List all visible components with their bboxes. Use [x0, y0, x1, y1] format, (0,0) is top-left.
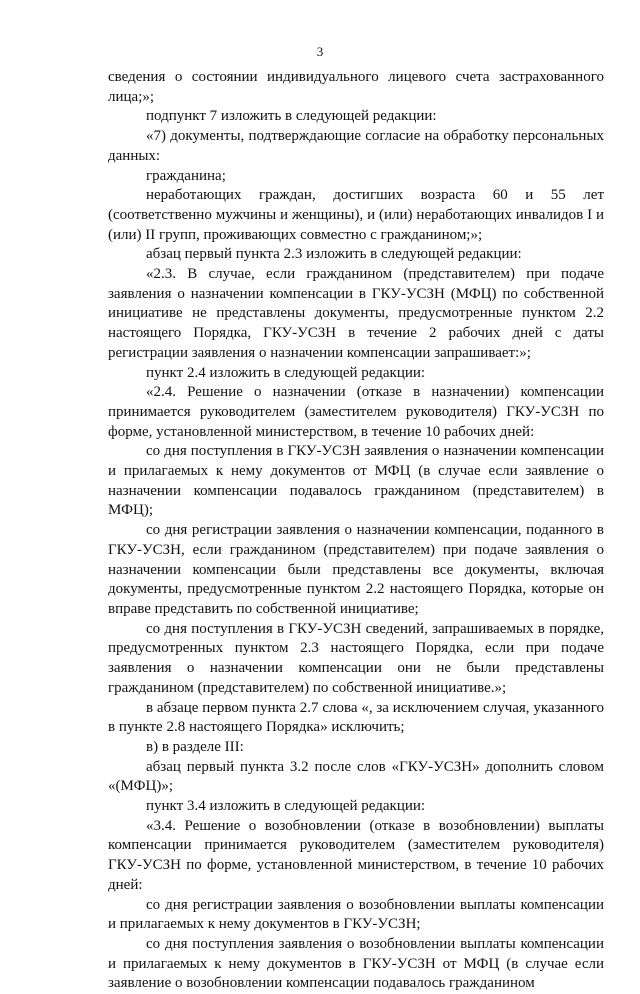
paragraph-2: подпункт 7 изложить в следующей редакции:: [146, 108, 437, 125]
paragraph-13: в абзаце первом пункта 2.7 слова «, за исключением случая, указанного в пункте 2.8 настоящего Порядка» исключить;: [108, 699, 604, 736]
paragraph-11: со дня регистрации заявления о назначении компенсации, поданного в ГКУ-УСЗН, если гражданином (представителем) при подаче заявления о назначении компенсации были представлены все документы, включая документы, предусмотренные пунктом 2.2 настоящего Порядка, которые он вправе представить по собственной инициативе;: [108, 522, 604, 617]
paragraph-18: со дня регистрации заявления о возобновлении выплаты компенсации и прилагаемых к нему документов в ГКУ-УСЗН;: [108, 896, 604, 933]
paragraph-17: «3.4. Решение о возобновлении (отказе в возобновлении) выплаты компенсации принимается руководителем (заместителем руководителя) ГКУ-УСЗН по форме, установленной министерством, в течение 10 рабочих дней:: [108, 817, 604, 893]
page-number: 3: [316, 44, 324, 59]
paragraph-7: «2.3. В случае, если гражданином (представителем) при подаче заявления о назначении компенсации в ГКУ-УСЗН (МФЦ) по собственной инициативе не представлены документы, предусмотренные пунктом 2.2 настоящего Порядка, ГКУ-УСЗН в течение 2 рабочих дней с даты регистрации заявления о назначении компенсации запрашивает:»;: [108, 266, 604, 361]
paragraph-10: со дня поступления в ГКУ-УСЗН заявления о назначении компенсации и прилагаемых к нему документов от МФЦ (в случае если заявление о назначении компенсации подавалось гражданином (представителем) в МФЦ);: [108, 443, 604, 519]
paragraph-16: пункт 3.4 изложить в следующей редакции:: [146, 798, 426, 815]
paragraph-5: неработающих граждан, достигших возраста 60 и 55 лет (соответственно мужчины и женщины), и (или) неработающих инвалидов I и (или) II групп, проживающих совместно с гражданином;»;: [108, 187, 604, 243]
paragraph-19: со дня поступления заявления о возобновлении выплаты компенсации и прилагаемых к нему документов в ГКУ-УСЗН от МФЦ (в случае если заявление о возобновлении компенсации подавалось гражданином: [108, 935, 604, 992]
paragraph-15: абзац первый пункта 3.2 после слов «ГКУ-УСЗН» дополнить словом «(МФЦ)»;: [108, 758, 604, 795]
paragraph-12: со дня поступления в ГКУ-УСЗН сведений, запрашиваемых в порядке, предусмотренных пунктом 2.3 настоящего Порядка, если при подаче заявления о назначении компенсации они не были представлены гражданином (представителем) по собственной инициативе.»;: [108, 620, 604, 696]
paragraph-9: «2.4. Решение о назначении (отказе в назначении) компенсации принимается руководителем (заместителем руководителя) ГКУ-УСЗН по форме, установленной министерством, в течение 10 рабочих дней:: [108, 384, 604, 440]
paragraph-3: «7) документы, подтверждающие согласие на обработку персональных данных:: [108, 128, 604, 164]
document-body: [108, 68, 604, 994]
paragraph-6: абзац первый пункта 2.3 изложить в следующей редакции:: [146, 246, 522, 263]
paragraph-8: пункт 2.4 изложить в следующей редакции:: [146, 364, 426, 381]
paragraph-14: в) в разделе III:: [146, 738, 244, 755]
paragraph-1: сведения о состоянии индивидуального лицевого счета застрахованного лица;»;: [108, 69, 604, 105]
paragraph-4: гражданина;: [146, 167, 226, 184]
